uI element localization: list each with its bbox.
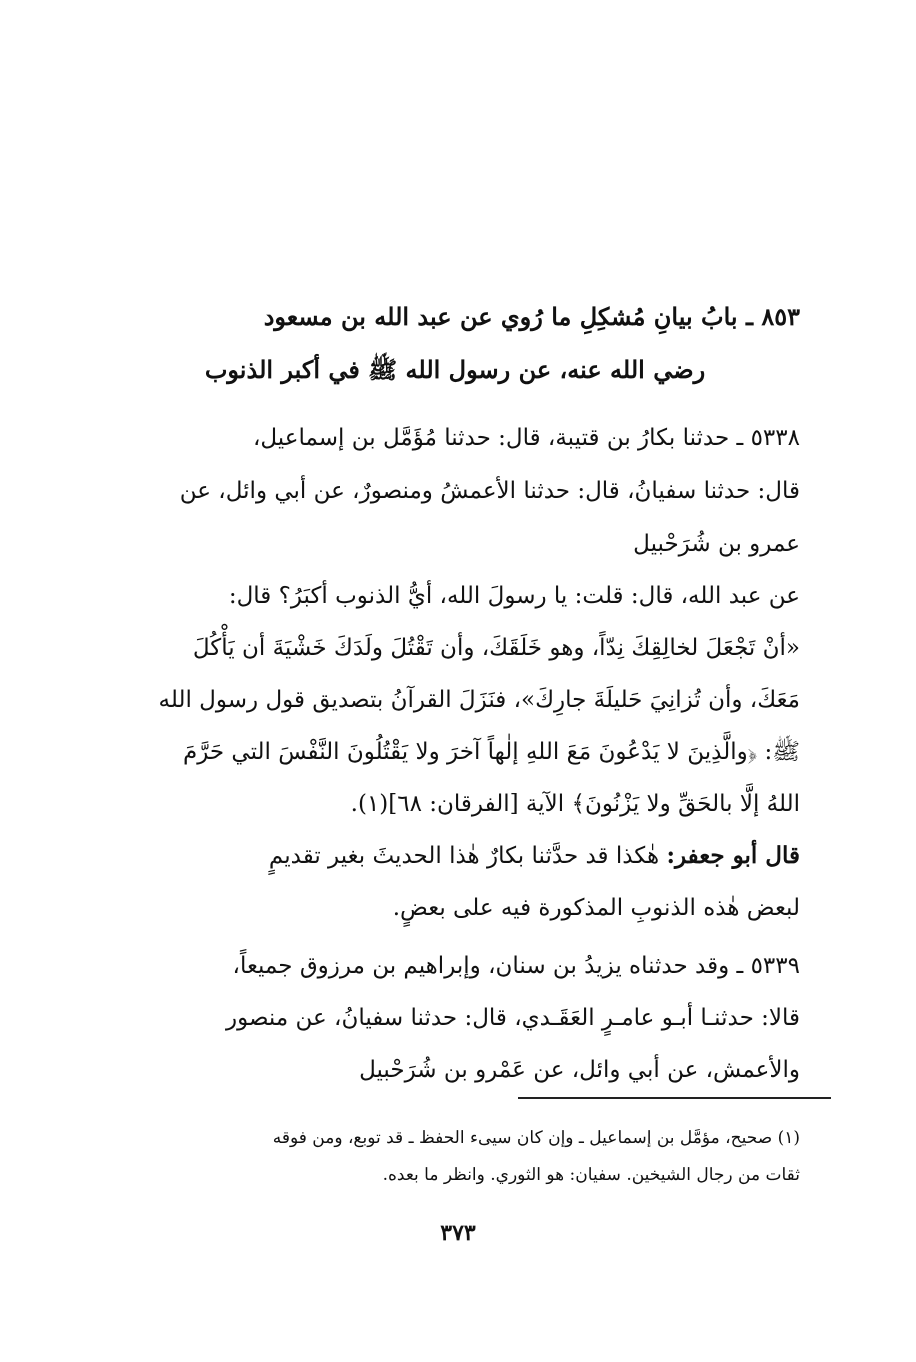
text-line: «أنْ تَجْعَلَ لخالِقِكَ نِدّاً، وهو خَلَقَكَ، وأن تَقْتُلَ ولَدَكَ خَشْيَةَ أن يَأْكُلَ bbox=[192, 635, 800, 661]
abu-jafar-line-1-rest: هٰكذا قد حدَّثنا بكارٌ هٰذا الحديثَ بغير تقديمٍ bbox=[268, 843, 667, 869]
abu-jafar-comment bbox=[130, 830, 800, 934]
text-line: مَعَكَ، وأن تُزانِيَ حَليلَةَ جارِكَ»، فنَزَلَ القرآنُ بتصديق قول رسول الله bbox=[158, 687, 800, 713]
chapter-heading-line-2: رضي الله عنه، عن رسول الله ﷺ في أكبر الذنوب bbox=[204, 355, 706, 384]
hadith-5339-isnad bbox=[130, 940, 800, 1096]
text-line: ﷺ: ﴿والَّذِينَ لا يَدْعُونَ مَعَ اللهِ إلٰهاً آخرَ ولا يَقْتُلُونَ النَّفْسَ التي حَرَّمَ bbox=[182, 739, 800, 765]
text-line: ٥٣٣٩ ـ وقد حدثناه يزيدُ بن سنان، وإبراهيم بن مرزوق جميعاً، bbox=[232, 953, 800, 979]
text-line: عمرو بن شُرَحْبيل bbox=[633, 531, 800, 557]
hadith-text bbox=[130, 570, 800, 830]
text-line: لبعض هٰذه الذنوبِ المذكورة فيه على بعضٍ. bbox=[392, 895, 800, 921]
abu-jafar-lead: قال أبو جعفر: bbox=[666, 842, 800, 869]
text-line: قال: حدثنا سفيانُ، قال: حدثنا الأعمشُ ومنصورٌ، عن أبي وائل، عن bbox=[179, 478, 800, 504]
footnote-line: ثقات من رجال الشيخين. سفيان: هو الثوري. وانظر ما بعده. bbox=[382, 1165, 800, 1185]
footnote bbox=[130, 1120, 800, 1194]
text-line: ٥٣٣٨ ـ حدثنا بكارُ بن قتيبة، قال: حدثنا مُؤَمَّل بن إسماعيل، bbox=[252, 425, 800, 451]
chapter-heading-line-1: ٨٥٣ ـ بابُ بيانِ مُشكِلِ ما رُوي عن عبد الله بن مسعود bbox=[263, 302, 800, 331]
text-line bbox=[130, 830, 800, 882]
hadith-5338-isnad bbox=[130, 412, 800, 571]
text-line: قالا: حدثنـا أبـو عامـرٍ العَقَـدي، قال: حدثنا سفيانُ، عن منصور bbox=[225, 1005, 800, 1031]
text-line: اللهُ إلَّا بالحَقِّ ولا يَزْنُونَ﴾ الآية [الفرقان: ٦٨](١). bbox=[350, 791, 800, 817]
chapter-heading bbox=[130, 290, 800, 396]
text-line: عن عبد الله، قال: قلت: يا رسولَ الله، أيُّ الذنوب أكبَرُ؟ قال: bbox=[228, 583, 800, 609]
page-number: ٣٧٣ bbox=[440, 1220, 476, 1246]
footnote-divider bbox=[518, 1097, 831, 1099]
text-line: والأعمش، عن أبي وائل، عن عَمْرو بن شُرَحْبيل bbox=[359, 1057, 800, 1083]
footnote-line: (١) صحيح، مؤمَّل بن إسماعيل ـ وإن كان سيىء الحفظ ـ قد توبع، ومن فوقه bbox=[272, 1128, 800, 1148]
